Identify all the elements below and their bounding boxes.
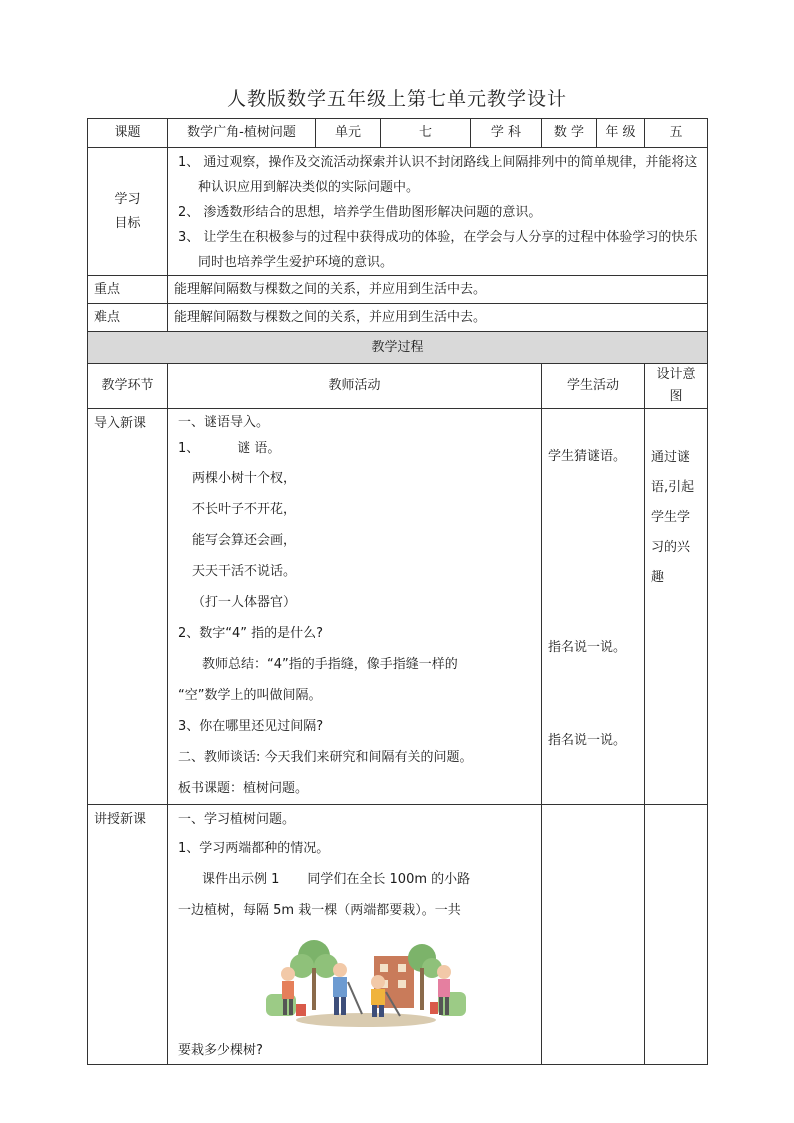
text-line: （打一人体器官）: [192, 595, 297, 610]
text-line: 3、你在哪里还见过间隔?: [178, 719, 324, 734]
text-line: 两棵小树十个杈，: [192, 471, 297, 486]
goal-item: 1、 通过观察，操作及交流活动探索并认识不封闭路线上间隔排列中的简单规律，并能将这种认识应用到解决类似的实际问题中。: [178, 155, 698, 195]
text-line: 一边植树，每隔 5m 栽一棵（两端都要栽）。一共: [178, 903, 461, 918]
design-intent-new: [645, 805, 708, 1065]
text-line: 天天干活不说话。: [192, 564, 297, 579]
difficulty-label: 难点: [88, 304, 168, 332]
text-line: 二、教师谈话: 今天我们来研究和间隔有关的问题。: [178, 750, 473, 765]
goals-label-line-1: 学习: [114, 191, 141, 207]
difficulty-text: 能理解间隔数与棵数之间的关系，并应用到生活中去。: [168, 304, 708, 332]
text-span: 谜 语。: [237, 441, 281, 456]
goals-label-line-2: 目标: [114, 215, 141, 231]
text-line: 一、学习植树问题。: [178, 812, 296, 827]
goals-label: [88, 148, 168, 276]
text-line: [174, 864, 535, 895]
text-line: 要栽多少棵树?: [178, 1043, 263, 1058]
process-header: 教学过程: [88, 332, 708, 364]
key-point-text: 能理解间隔数与棵数之间的关系，并应用到生活中去。: [168, 276, 708, 304]
teacher-activity-intro: [168, 409, 542, 805]
child-3: [371, 975, 385, 989]
student-activity-intro: [542, 409, 645, 805]
key-point-label: 重点: [88, 276, 168, 304]
grade-value: 五: [645, 119, 708, 148]
column-header-teacher: 教师活动: [168, 364, 542, 409]
child-4: [437, 965, 451, 979]
topic-label: 课题: [88, 119, 168, 148]
text-line: “空”数学上的叫做间隔。: [178, 688, 322, 703]
stage-new: 讲授新课: [88, 805, 168, 1065]
header-row: [88, 119, 708, 148]
tree-planting-illustration: [266, 932, 466, 1030]
lesson-plan-table: [87, 118, 708, 1065]
column-header-intent: 设计意图: [645, 364, 708, 409]
process-header-row: [88, 332, 708, 364]
goal-item: 2、 渗透数形结合的思想，培养学生借助图形解决问题的意识。: [178, 205, 542, 220]
column-header-student: 学生活动: [542, 364, 645, 409]
topic-value: 数学广角-植树问题: [168, 119, 316, 148]
text-line: 1、学习两端都种的情况。: [178, 841, 330, 856]
design-intent-intro: 通过谜语,引起学生学习的兴趣: [645, 409, 708, 805]
section-new-row: [88, 805, 708, 1065]
student-note: 学生猜谜语。: [548, 449, 627, 464]
text-span: 1、: [178, 441, 200, 456]
goals-content: [168, 148, 708, 276]
unit-value: 七: [381, 119, 471, 148]
goal-item: 3、 让学生在积极参与的过程中获得成功的体验，在学会与人分享的过程中体验学习的快乐同时也培养学生爱护环境的意识。: [178, 230, 698, 270]
column-header-stage: 教学环节: [88, 364, 168, 409]
difficulty-row: [88, 304, 708, 332]
child-1: [281, 967, 295, 981]
subject-value: 数 学: [542, 119, 597, 148]
child-2: [333, 963, 347, 977]
grade-label: 年 级: [597, 119, 645, 148]
text-line: 板书课题：植树问题。: [178, 781, 309, 796]
student-note: 指名说一说。: [548, 733, 627, 748]
goals-row: [88, 148, 708, 276]
section-intro-row: [88, 409, 708, 805]
column-header-row: [88, 364, 708, 409]
unit-label: 单元: [316, 119, 381, 148]
text-line: 能写会算还会画，: [192, 533, 297, 548]
text-span: 同学们在全长 100m 的小路: [307, 872, 471, 887]
text-line: 2、数字“4” 指的是什么?: [178, 626, 324, 641]
stage-intro: 导入新课: [88, 409, 168, 805]
text-span: 课件出示例 1: [202, 872, 280, 887]
page-title: 人教版数学五年级上第七单元教学设计: [226, 88, 567, 110]
key-point-row: [88, 276, 708, 304]
subject-label: 学 科: [471, 119, 542, 148]
text-line: 教师总结：“4”指的手指缝，像手指缝一样的: [202, 657, 458, 672]
teacher-activity-new: [168, 805, 542, 1065]
student-activity-new: [542, 805, 645, 1065]
student-note: 指名说一说。: [548, 640, 627, 655]
text-line: 一、谜语导入。: [178, 415, 270, 430]
text-line: [174, 435, 535, 463]
text-line: 不长叶子不开花，: [192, 502, 297, 517]
